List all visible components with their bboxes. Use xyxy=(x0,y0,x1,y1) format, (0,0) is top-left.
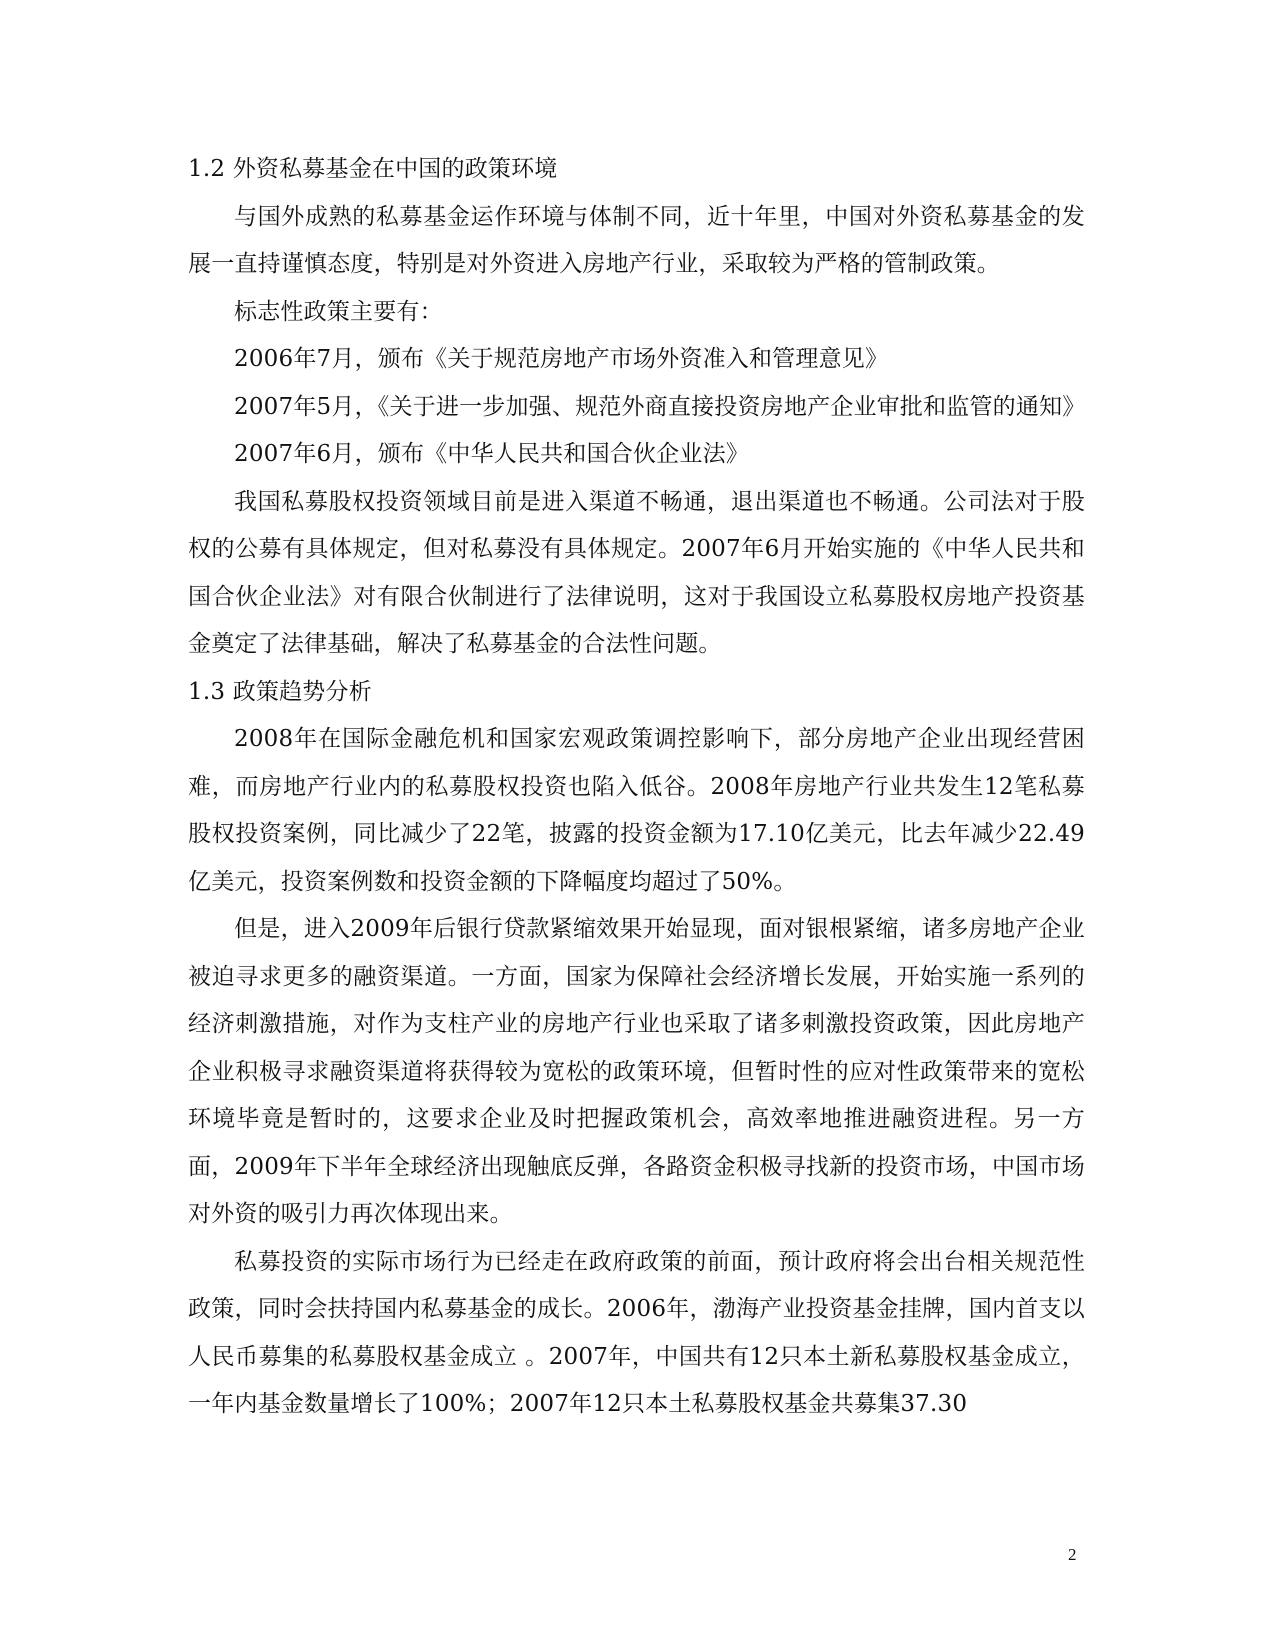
paragraph-2009: 但是，进入2009年后银行贷款紧缩效果开始显现，面对银根紧缩，诸多房地产企业被迫寻求更多的融资渠道。一方面，国家为保障社会经济增长发展，开始实施一系列的经济刺激措施，对作为支柱产业的房地产行业也采取了诸多刺激投资政策，因此房地产企业积极寻求融资渠道将获得较为宽松的政策环境，但暂时性的应对性政策带来的宽松环境毕竟是暂时的，这要求企业及时把握政策机会，高效率地推进融资进程。另一方面，2009年下半年全球经济出现触底反弹，各路资金积极寻找新的投资市场，中国市场对外资的吸引力再次体现出来。 xyxy=(188,916,1085,1227)
paragraph-intro: 与国外成熟的私募基金运作环境与体制不同，近十年里，中国对外资私募基金的发展一直持谨慎态度，特别是对外资进入房地产行业，采取较为严格的管制政策。 xyxy=(188,203,1085,277)
paragraph-2008: 2008年在国际金融危机和国家宏观政策调控影响下，部分房地产企业出现经营困难，而房地产行业内的私募股权投资也陷入低谷。2008年房地产行业共发生12笔私募股权投资案例，同比减少了22笔，披露的投资金额为17.10亿美元，比去年减少22.49亿美元，投资案例数和投资金额的下降幅度均超过了50%。 xyxy=(188,726,1085,895)
section-heading-1-2: 1.2 外资私募基金在中国的政策环境 xyxy=(188,156,558,182)
paragraph-private-equity: 私募投资的实际市场行为已经走在政府政策的前面，预计政府将会出台相关规范性政策，同时会扶持国内私募基金的成长。2006年，渤海产业投资基金挂牌，国内首支以人民币募集的私募股权基金成立 。2007年，中国共有12只本土新私募股权基金成立，一年内基金数量增长了100%；2007年12只本土私募股权基金共募集37.30 xyxy=(188,1248,1085,1417)
section-heading-1-3: 1.3 政策趋势分析 xyxy=(188,678,372,705)
policy-item-2007-05: 2007年5月，《关于进一步加强、规范外商直接投资房地产企业审批和监管的通知》 xyxy=(234,393,1086,420)
paragraph-channels: 我国私募股权投资领域目前是进入渠道不畅通，退出渠道也不畅通。公司法对于股权的公募有具体规定，但对私募没有具体规定。2007年6月开始实施的《中华人民共和国合伙企业法》对有限合伙制进行了法律说明，这对于我国设立私募股权房地产投资基金奠定了法律基础，解决了私募基金的合法性问题。 xyxy=(188,488,1085,657)
document-body xyxy=(188,146,1085,1429)
paragraph-policy-list-label: 标志性政策主要有： xyxy=(234,298,443,325)
policy-item-2007-06: 2007年6月，颁布《中华人民共和国合伙企业法》 xyxy=(234,441,749,467)
policy-item-2006-07: 2006年7月，颁布《关于规范房地产市场外资准入和管理意见》 xyxy=(234,346,889,372)
page-number: 2 xyxy=(1068,1545,1077,1564)
